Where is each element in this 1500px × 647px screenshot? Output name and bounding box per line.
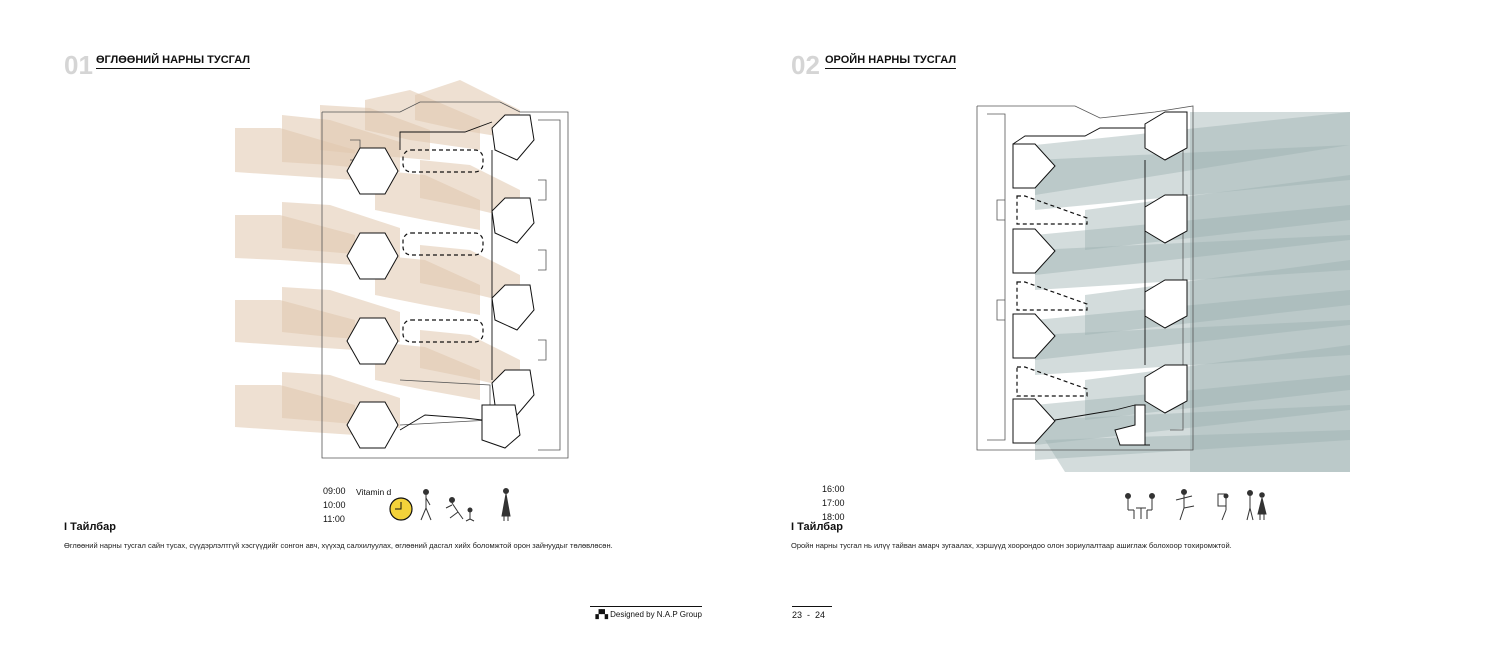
sun-icon: [388, 496, 414, 522]
evening-times: [822, 482, 845, 524]
nap-logo-icon: ▞▚: [595, 610, 611, 619]
people-activity-icons-evening: [1122, 488, 1272, 522]
time-label: 16:00: [822, 484, 845, 494]
legend-heading-right: I Тайлбар: [791, 521, 843, 533]
section-number-left: 01: [64, 50, 93, 80]
legend-heading-left: I Тайлбар: [64, 521, 116, 533]
morning-times: [323, 484, 346, 526]
section-number-right: 02: [791, 50, 820, 80]
vitamin-label: Vitamin d: [356, 487, 392, 497]
credit-text: Designed by N.A.P Group: [610, 610, 702, 619]
section-title-left: ӨГЛӨӨНИЙ НАРНЫ ТУСГАЛ: [96, 54, 250, 69]
evening-sun-rays: [1035, 112, 1350, 472]
time-label: 10:00: [323, 500, 346, 510]
legend-text-left: Өглөөний нарны тусгал сайн тусах, сүүдэрлэлтгүй хэсгүүдийг сонгон авч, хүүхэд салхилуулах, өглөөний дасгал хийх боломжтой орон зайнуудыг төлөвлөсөн.: [64, 541, 613, 550]
time-label: 18:00: [822, 512, 845, 522]
morning-sun-plan: [220, 80, 640, 460]
time-label: 09:00: [323, 486, 346, 496]
time-label: 17:00: [822, 498, 845, 508]
section-title-right: ОРОЙН НАРНЫ ТУСГАЛ: [825, 54, 956, 69]
evening-sun-plan: [965, 100, 1365, 480]
people-activity-icons-morning: [418, 488, 518, 522]
footer-credit: [590, 606, 702, 619]
legend-text-right: Оройн нарны тусгал нь илүү тайван амарч зугаалах, хэршүүд хоорондоо олон зориулалтаар ашиглаж болохоор тохиромжтой.: [791, 541, 1232, 550]
time-label: 11:00: [323, 514, 345, 524]
page-numbers: 23 - 24: [792, 606, 832, 620]
